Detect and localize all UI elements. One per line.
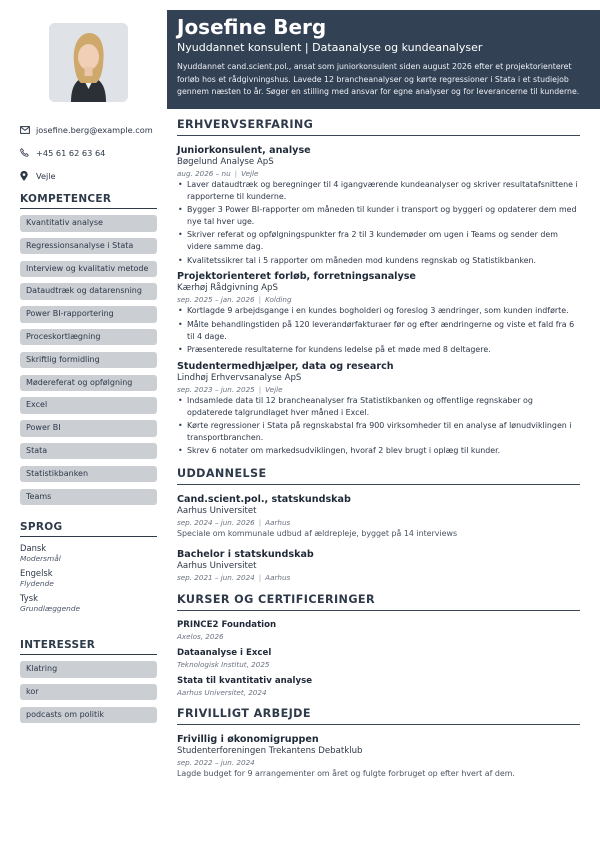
entry-organization: Bøgelund Analyse ApS — [177, 157, 274, 167]
bullet-item: • Kørte regressioner i Stata på regnskabstal fra 900 virksomheder til en analyse af lønudviklingen i transportbranchen. — [177, 420, 580, 444]
skill-chip: Skriftlig formidling — [20, 352, 157, 369]
entry-dates: aug. 2026 – nu — [177, 169, 231, 178]
skill-chip: Regressionsanalyse i Stata — [20, 238, 157, 255]
skills-title: KOMPETENCER — [20, 193, 157, 209]
meta-separator: | — [258, 384, 262, 394]
interest-chip: Klatring — [20, 661, 157, 678]
language-level: Flydende — [20, 579, 54, 588]
skill-chip: Excel — [20, 397, 157, 414]
entry-role: Frivillig i økonomigruppen — [177, 733, 319, 745]
entry-school: Aarhus Universitet — [177, 505, 257, 516]
courses-title: KURSER OG CERTIFICERINGER — [177, 593, 580, 611]
contact-list — [20, 118, 160, 187]
phone-text[interactable]: +45 61 62 63 64 — [36, 147, 106, 158]
experience-entry — [177, 270, 580, 355]
language-level: Grundlæggende — [20, 604, 81, 613]
course-meta: Teknologisk Institut, 2025 — [177, 659, 270, 669]
location-pin-icon — [20, 171, 36, 181]
contact-location — [20, 164, 160, 187]
education-entry — [177, 548, 580, 583]
entry-place: Vejle — [265, 384, 283, 394]
entry-dates: sep. 2024 – jun. 2026 — [177, 517, 255, 527]
entry-place: Aarhus — [265, 517, 291, 527]
course-entry — [177, 619, 580, 642]
skill-chip: Power BI — [20, 420, 157, 437]
language-item — [20, 593, 157, 613]
sidebar — [0, 0, 167, 849]
courses-list — [177, 619, 580, 698]
entry-role: Projektorienteret forløb, forretningsanalyse — [177, 271, 416, 283]
education-entry — [177, 493, 580, 540]
entry-place: Aarhus — [265, 572, 291, 582]
entry-place: Vejle — [241, 169, 259, 178]
bullet-item: • Præsenterede resultaterne for kundens ledelse på et møde med 8 deltagere. — [177, 344, 580, 356]
entry-dates: sep. 2023 – jun. 2025 — [177, 384, 255, 394]
entry-degree: Cand.scient.pol., statskundskab — [177, 493, 351, 505]
course-entry — [177, 675, 580, 698]
course-name: Stata til kvantitativ analyse — [177, 675, 313, 686]
experience-list — [177, 144, 580, 457]
entry-bullets — [177, 305, 580, 355]
entry-organization: Studenterforeningen Trekantens Debatklub — [177, 745, 363, 756]
entry-bullets — [177, 179, 580, 266]
course-meta: Aarhus Universitet, 2024 — [177, 687, 267, 697]
languages-list — [20, 543, 157, 613]
languages-title: SPROG — [20, 521, 157, 537]
bullet-item: • Kortlagde 9 arbejdsgange i en kundes bogholderi og foreslog 3 ændringer, som kunden indførte. — [177, 305, 580, 317]
bullet-item: • Laver dataudtræk og beregninger til 4 igangværende kundeanalyser og skriver resultatafsnittene i rapporterne til kunderne. — [177, 179, 580, 203]
skill-chip: Kvantitativ analyse — [20, 215, 157, 232]
entry-degree: Bachelor i statskundskab — [177, 548, 314, 560]
skill-chip: Mødereferat og opfølgning — [20, 375, 157, 392]
interests-list — [20, 661, 157, 723]
volunteer-title: FRIVILLIGT ARBEJDE — [177, 707, 580, 725]
skill-chip: Stata — [20, 443, 157, 460]
email-text[interactable]: josefine.berg@example.com — [36, 124, 153, 135]
entry-organization: Lindhøj Erhvervsanalyse ApS — [177, 372, 302, 383]
meta-separator: | — [258, 295, 261, 305]
experience-section — [177, 118, 580, 457]
course-name: PRINCE2 Foundation — [177, 619, 277, 630]
skill-chip: Dataudtræk og datarensning — [20, 283, 157, 300]
person-name: Josefine Berg — [177, 15, 327, 39]
bullet-item: • Målte behandlingstiden på 120 leverandørfakturaer før og efter ændringerne og viste et fald fra 6 til 4 dage. — [177, 319, 580, 343]
bullet-item: • Kvalitetssikrer tal i 5 rapporter om måneden mod kundens regnskab og Statistikbanken. — [177, 255, 580, 267]
entry-role: Juniorkonsulent, analyse — [177, 145, 311, 156]
entry-place: Kolding — [265, 295, 292, 305]
job-title: Nyuddannet konsulent | Dataanalyse og kundeanalyser — [177, 41, 483, 54]
entry-dates: sep. 2025 – jan. 2026 — [177, 295, 255, 305]
course-entry — [177, 647, 580, 670]
bullet-item: • Bygger 3 Power BI-rapporter om måneden til kunder i transport og byggeri og opdaterer dem med nye tal hver uge. — [177, 204, 580, 228]
experience-entry — [177, 360, 580, 457]
interests-section — [20, 639, 157, 729]
interests-title: INTERESSER — [20, 639, 157, 655]
entry-dates: sep. 2021 – jun. 2024 — [177, 572, 255, 582]
volunteer-section — [177, 707, 580, 780]
location-text: Vejle — [36, 170, 56, 181]
course-meta: Axelos, 2026 — [177, 631, 224, 641]
language-level: Modersmål — [20, 554, 61, 563]
entry-organization: Kærhøj Rådgivning ApS — [177, 283, 278, 294]
education-section — [177, 467, 580, 583]
bullet-item: • Skrev 6 notater om markedsudviklingen, hvoraf 2 blev brugt i oplæg til kunder. — [177, 445, 580, 457]
entry-meta — [177, 168, 580, 179]
profile-summary: Nyuddannet cand.scient.pol., ansat som juniorkonsulent siden august 2026 efter et projektorienteret forløb hos et rådgivningshus. Lavede 12 brancheanalyser og kørte regressioner i Stata i et studiejob gennem næsten to år. Søger en stilling med ansvar for egne analyser og for leverancerne til kunderne. — [177, 62, 580, 96]
meta-separator: | — [258, 517, 262, 527]
courses-section — [177, 593, 580, 698]
main-content — [177, 118, 580, 784]
volunteer-list — [177, 733, 580, 780]
language-name: Tysk — [20, 593, 38, 603]
header-banner — [167, 10, 600, 109]
volunteer-entry — [177, 733, 580, 780]
entry-meta — [177, 294, 580, 305]
language-name: Dansk — [20, 543, 47, 553]
entry-dates: sep. 2022 – jun. 2024 — [177, 757, 255, 767]
entry-description: Lagde budget for 9 arrangementer om året og fulgte forbruget op efter hvert af dem. — [177, 768, 515, 778]
mail-icon — [20, 126, 36, 134]
skill-chip: Statistikbanken — [20, 466, 157, 483]
meta-separator: | — [258, 572, 262, 582]
interest-chip: podcasts om politik — [20, 707, 157, 724]
profile-photo — [49, 23, 128, 102]
entry-meta — [177, 384, 580, 395]
entry-role: Studentermedhjælper, data og research — [177, 360, 394, 372]
contact-phone[interactable] — [20, 141, 160, 164]
interest-chip: kor — [20, 684, 157, 701]
skill-chip: Teams — [20, 489, 157, 506]
phone-icon — [20, 148, 36, 157]
entry-meta — [177, 517, 580, 528]
skill-chip: Power BI-rapportering — [20, 306, 157, 323]
languages-section — [20, 521, 157, 618]
bullet-item: • Skriver referat og opfølgningspunkter fra 2 til 3 kundemøder om ugen i Teams og sender dem videre samme dag. — [177, 229, 580, 253]
skill-chip: Interview og kvalitativ metode — [20, 261, 157, 278]
skills-section — [20, 193, 157, 511]
contact-email[interactable] — [20, 118, 160, 141]
meta-separator: | — [234, 169, 238, 178]
bullet-item: • Indsamlede data til 12 brancheanalyser fra Statistikbanken og offentlige regnskaber og opdaterede talgrundlaget hver måned i Excel. — [177, 395, 580, 419]
entry-bullets — [177, 395, 580, 457]
education-list — [177, 493, 580, 583]
language-item — [20, 543, 157, 563]
entry-meta — [177, 757, 580, 768]
experience-entry — [177, 144, 580, 266]
language-item — [20, 568, 157, 588]
entry-school: Aarhus Universitet — [177, 560, 257, 571]
entry-description: Speciale om kommunale udbud af ældrepleje, bygget på 14 interviews — [177, 528, 458, 538]
education-title: UDDANNELSE — [177, 467, 580, 485]
skill-chip: Proceskortlægning — [20, 329, 157, 346]
experience-title: ERHVERVSERFARING — [177, 118, 580, 136]
entry-meta — [177, 572, 580, 583]
skills-list — [20, 215, 157, 505]
language-name: Engelsk — [20, 568, 53, 578]
course-name: Dataanalyse i Excel — [177, 647, 272, 658]
